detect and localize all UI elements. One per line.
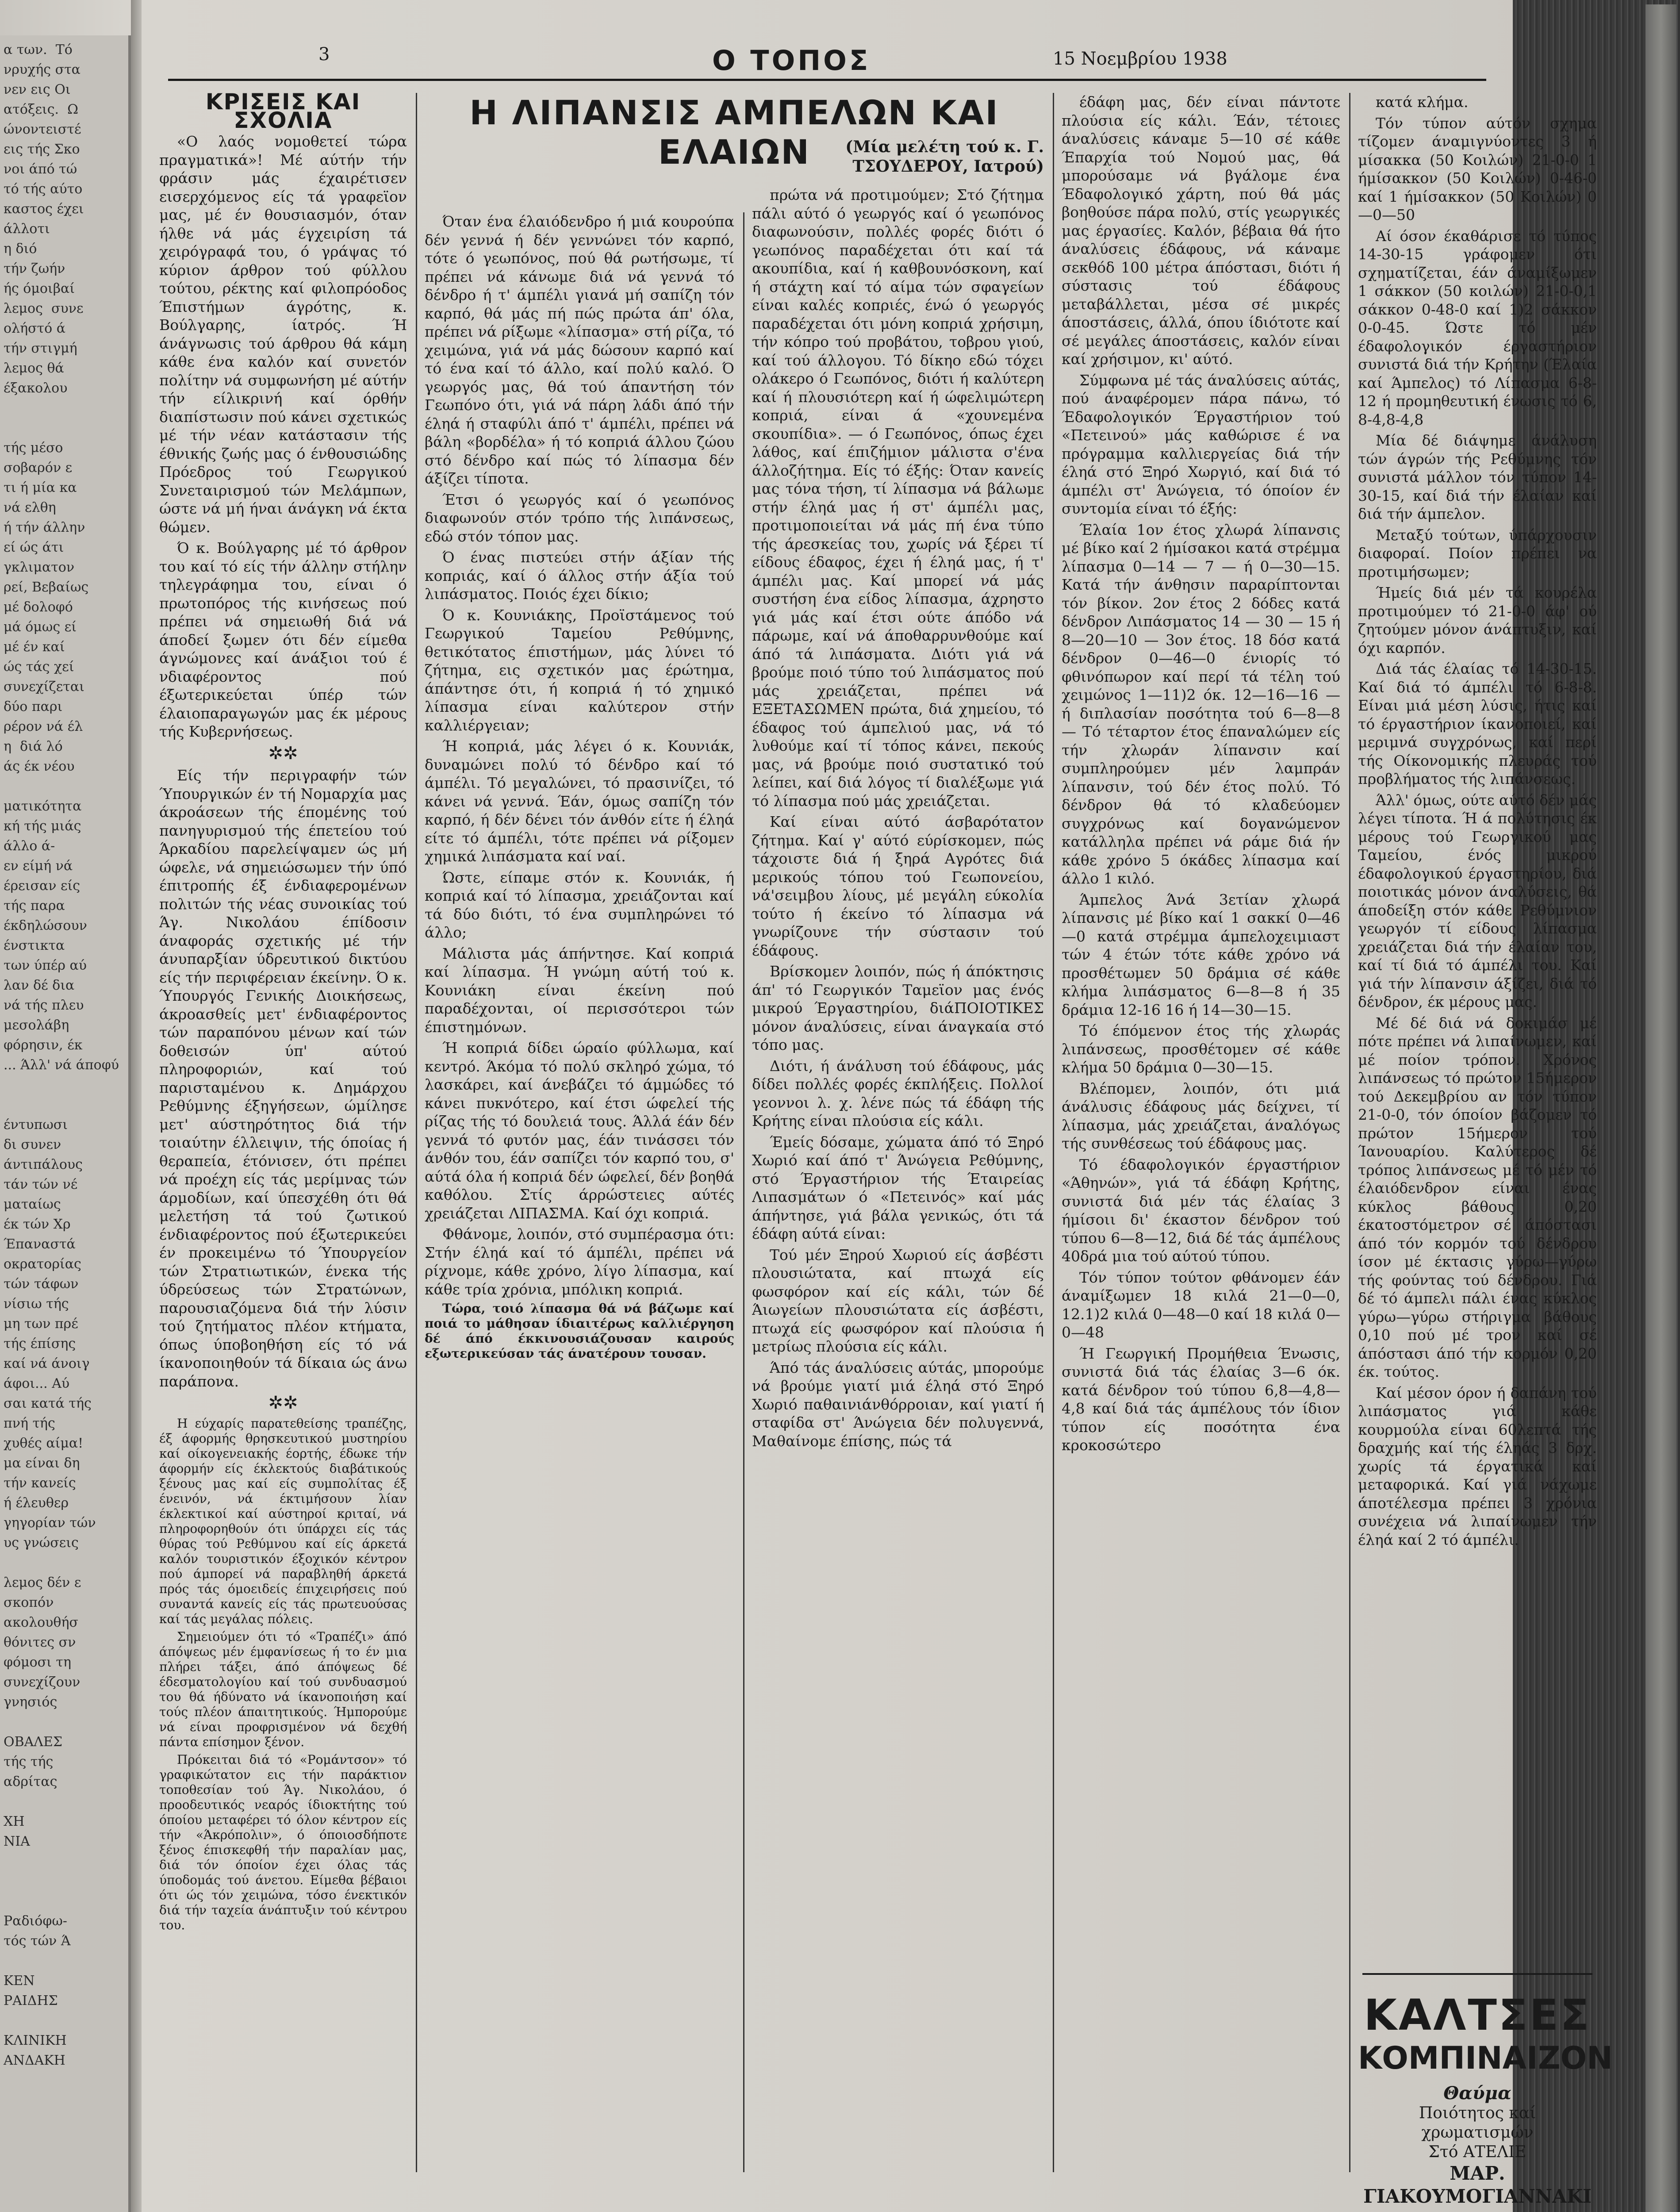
stockings-advert — [1358, 1990, 1613, 2208]
advert-shop-name: ΜΑΡ. ΓΙΑΚΟΥΜΟΓΙΑΝΝΑΚΙ — [1363, 2162, 1592, 2207]
binding-gutter — [131, 0, 142, 2212]
paragraph: Άπό τάς άναλύσεις αύτάς, μπορούμε νά βρούμε γιατί μιά έληά στό Ξηρό Χωριό παθαινιάνθόρροιαν, καί γιατί ή σταφίδα στ' Άνώγεια δέν πολυγεννά, Μαθαίνομε έπίσης, πώς τά — [752, 1359, 1044, 1450]
paragraph: Πρόκειται διά τό «Ρομάντσον» τό γραφικώτατον εις τήν παράκτιον τοποθεσίαν τού Άγ. Νικολάου, ό προοδευτικός νεαρός ίδιοκτήτης τού όποίου μεταφέρει τό όλον κέντρον είς τήν «Άκρόπολιν», ό όποιοσδήποτε ξένος έπισκεφθή τήν παραλίαν μας, διά τόν όποίον έχει όλας τάς ύποδομάς τού άνετου. Είμεθα βέβαιοι ότι ώς τόν χειμώνα, τόσο ένεκτικόν διά τήν ταχεία άνάπτυξιν τού κέντρου του. — [159, 1752, 407, 1932]
paragraph: κατά κλήμα. — [1376, 93, 1469, 111]
paragraph: Σημειούμεν ότι τό «Τραπέζι» άπό άπόψεως μέν έμφανίσεως ή το έν μια πλήρει τάξει, άπό άπόψεως δέ έδεσματολογίου καί τού συνδυασμού του θά ήδύνατο νά ίκανοποιήση καί τούς πλέον άπαιτητικούς. Ήμπορούμε νά είναι προφρισμένον νά δεχθή πάντα επίσημον ξένον. — [159, 1629, 407, 1749]
adjacent-page-fragment — [0, 35, 131, 2212]
book-spine-tab — [1645, 4, 1676, 2212]
paragraph: Διά τάς έλαίας τό 14-30-15. Καί διά τό άμπέλι τό 6-8-8. Είναι μιά μέση λύσις, ήτις καί τό έργαστήριον ίκανοποιεί, καί μεριμνά συγχρόνως, καί περί τής Οίκονομικής πλευράς τού προβλήματος τής λιπάνσεως. — [1358, 660, 1597, 787]
paragraph: Τό έδαφολογικόν έργαστήριον «Άθηνών», γιά τά έδάφη Κρήτης, συνιστά διά μέν τάς έλαίας 3 ήμίσοιι δι' έκαστον δένδρον τού τύπου 6—8—12, διά δέ τάς άμπέλους 40δρά μια τού αύτού τύπου. — [1062, 1156, 1340, 1265]
paragraph: Βρίσκομεν λοιπόν, πώς ή άπόκτησις άπ' τό Γεωργικόν Ταμεϊον μας ένός μικρού Έργαστηρίου, διάΠΟΙΟΤΙΚΕΣ μόνον άναλύσεις, είναι άναγκαία στό τόπο μας. — [752, 963, 1044, 1053]
paragraph: Η εύχαρίς παρατεθείσης τραπέζης, έξ άφορμής θρησκευτικού μυστηρίου καί οίκογενειακής έορτής, έδωκε τήν άφορμήν είς έκλεκτούς διαβάτικούς ξένους μας καί είς συμπολίτας έξ ένεινόν, νά έκτιμήσουν λίαν έκλεκτικοί καί αύστηροί κριταί, νά πληροφορηθούν ότι ύπάρχει είς τάς θύρας τού Ρεθύμνου καί είς άρκετά καλόν τουριστικόν έξοχικόν κέντρον πού άμπορεί νά παραβληθή άρκετά πρός τάς όμοειδείς έπιχειρήσεις πού συναντά κανείς είς τάς πρωτευούσας καί τάς μεγάλας πόλεις. — [159, 1416, 407, 1626]
masthead: Ο ΤΟΠΟΣ — [712, 44, 871, 77]
column-divider — [1053, 93, 1054, 2172]
paragraph: Καί μέσον όρον ή δαπάνη τού λιπάσματος γιά κάθε κουρμούλα είναι 60λεπτά τής δραχμής καί τής έληάς 3 δρχ. χωρίς τά έργατικά καί μεταφορικά. Καί γιά νάχωμε άποτέλεσμα πρέπει 3 χρόνια συνέχεια νά λιπαίνωμεν τήν έληά καί 2 τό άμπέλι. — [1358, 1384, 1597, 1548]
article-title: Η ΛΙΠΑΝΣΙΣ ΑΜΠΕΛΩΝ ΚΑΙ ΕΛΑΙΩΝ — [469, 93, 999, 172]
advert-headline: ΚΑΛΤΣΕΣ — [1364, 1990, 1591, 2040]
paragraph: «Ο λαός νομοθετεί τώρα πραγματικά»! Μέ αύτήν τήν φράσιν μάς έχαιρέτισεν εισερχόμενος είς τά γραφεϊον μας, μέ έν θουσιασμόν, όταν ήλθε νά μάς έγχειρίση τά χειρόγραφά του, ό γράψας τό κύριον άρθρον τού φύλλου τούτου, ρέκτης καί φιλοπρόοδος Έπιστήμων άγρότης, κ. Βούλγαρης, ίατρός. Ή άνάγνωσις τού άρθρου θά κάμη κάθε ένα καλόν καί συνετόν πολίτην νά συμφωνήση μέ αύτήν τήν είλικρινή καί όρθήν διαπίστωσιν πού κάνει σχετικώς μέ τήν νέαν κατάστασιν τής έθνικής ζωής μας ό ένθουσιώδης Πρόεδρος τού Γεωργικού Συνεταιρισμού τών Μελάμπων, ώστε νά μή ήναι άνάγκη νά έκτα θώμεν. — [159, 133, 407, 536]
paragraph: Τού μέν Ξηρού Χωριού είς άσβέστι πλουσιώτατα, καί πτωχά είς φωσφόρον καί είς κάλι, τών δέ Άιωγείων πλουσιώτατα είς άσβέστι, πτωχά είς φωσφόρον καί πλούσια ή μετρίως πλούσια είς κάλι. — [752, 1246, 1044, 1355]
advert-rule — [1362, 1973, 1592, 1975]
article-column-2 — [752, 186, 1044, 1453]
paragraph: Έμείς δόσαμε, χώματα άπό τό Ξηρό Χωριό καί άπό τ' Άνώγεια Ρεθύμνης, στό Έργαστήριον τής Έταιρείας Λιπασμάτων ό «Πετεινός» καί μάς άπήντησε, γιά βάλα γενικώς, ότι τά έδάφη αύτά είναι: — [752, 1133, 1044, 1242]
paragraph: Μία δέ διάψημε άνάλυση τών άγρών τής Ρεθύμνης τόν συνιστά μάλλον τόν τύπον 14-30-15, καί διά τήν έλαίαν καί διά τήν άμπελον. — [1358, 432, 1597, 522]
paragraph: Μέ δέ διά νά δοκιμάσ μέ πότε πρέπει νά λιπαίνωμεν, καί μέ ποίον τρόπον. Χρόνος λιπάνσεως τό πρώτον 15ήμερον τού Δεκεμβρίου αν τόν τύπον 21-0-0, τόν όποίον βάζομεν τό πρώτον 15ήμερον τού Ίανουαρίου. Καλύτερος δέ τρόπος λιπάνσεως μέ τό μέν τό έλαιόδενδρον είναι ένας κύκλος βάθους 0,20 έκατοστόμετρον σέ άπόστασι άπό τόν κορμόν τού δένδρου ίσον μέ έκτασις γύρω—γύρω τής φούντας τού δένδρου. Γιά δέ τό άμπελι πάλι ένας κύκλος γύρω—γύρω στήριγμα βάθους 0,10 πού μέ τρον καί σέ άπόστασι άπό τήν κορμόν 0,20 έκ. τούτος. — [1358, 1014, 1597, 1380]
article-column-3 — [1062, 93, 1340, 1457]
issue-date: 15 Νοεμβρίου 1938 — [1053, 49, 1227, 69]
paragraph: Τώρα, τοιό λίπασμα θά νά βάζωμε καί ποιά το μάθησαν ίδιαιτέρως καλλιέργηση δέ άπό έκκινουσιάζουσαν καιρούς εξωτερικεύσαν τάς άνατέρουν τουσαν. — [425, 1301, 734, 1361]
paragraph: Άλλ' όμως, ούτε αύτό δέν μάς λέγει τίποτα. Ή ά πολύτησις έκ μέρους τού Γεωργικού μας Ταμείου, ένός μικρού έδαφολογικού έργαστηρίου, διά ποιοτικάς μόνον άναλύσεις, θά άποδείξη στόν κάθε Ρεθύμνιον γεωργόν τί είδους λίπασμα χρειάζεται διά τήν έλαίαν του, καί τί διά τό άμπέλι του. Καί γιά τήν λίπανσιν άξίζει, διά τό δένδρον, έκ μέρους μας. — [1358, 791, 1597, 1010]
paragraph: Ήμείς διά μέν τά κουρέλα προτιμούμεν τό 21-0-0 άφ' ού ζητούμεν μόνον άνάπτυξιν, καί όχι καρπόν. — [1358, 584, 1597, 657]
paragraph: Ώστε, είπαμε στόν κ. Κουνιάκ, ή κοπριά καί τό λίπασμα, χρειάζονται καί τά δύο διότι, τό ένα συμπληρώνει τό άλλο; — [425, 868, 734, 941]
paragraph: Τό έπόμενον έτος τής χλωράς λιπάνσεως, προσθέτομεν σέ κάθε κλήμα 50 δράμια 0—30—15. — [1062, 1022, 1340, 1076]
column-divider — [743, 212, 744, 2172]
newspaper-page — [142, 27, 1613, 2212]
paragraph: Ό κ. Βούλγαρης μέ τό άρθρον του καί τό είς τήν άλλην στήλην τηλεγράφημα του, είναι ό πρωτοπόρος τής κινήσεως πού πρέπει νά σημειωθή διά νά άποδεί ξωμεν ότι δέν είμεθα άγνώμονες καί άνάξιοι τού έ νδιαφέροντος πού έξωτερικεύεται ύπέρ τών έλαιοπαραγωγών μας έκ μέρους τής Κυβερνήσεως. — [159, 539, 407, 740]
adjacent-page-text: α των. Τό νρυχής στα νεν εις Οι ατόξεις. Ω ώνοντειστέ εις τής Σκο νοι άπό τώ τό τής αύτο καστος έχει άλλοτι η διό τήν ζωήν ής όμοιβαί λεμος συνε ολήστό ά τήν στιγμή λεμος θά έξακολου τής μέσο σοβαρόν ε τι ή μία κα νά ελθη ή τήν άλλην εί ώς άτι γκλιματον ρεί, Βεβαίως μέ δολοφό μά όμως εί μέ έν καί ώς τάς χεί συνεχίζεται δύο παρι ρέρον νά έλ η διά λό άς έκ νέου ματικότητα κή τής μιάς άλλο ά- εν είμή νά έρεισαν είς τής παρα έκδηλώσουν ένστικτα των ύπέρ αύ λαν δέ δια νά τής πλευ μεσολάβη φόρησιν, έκ ... Άλλ' νά άποφύ έντυπωσι δι συνεν άντιπάλους τάν τών νέ ματαίως έκ τών Χρ Έπαναστά οκρατορίας τών τάφων νίσιω τής μη των πρέ τής έπίσης καί νά άνοιγ άφοι... Αύ σαι κατά τής πνή τής χυθές αίμα! μα είναι δη τήν κανείς ή έλευθερ γηγορίαν τών υς γνώσεις λεμος δέν ε σκοπόν ακολουθήσ θόνιτες σν φόμοσι τη συνεχίζουν γνησιός ΟΒΑΛΕΣ τής τής αδρίτας ΧΗ ΝΙΑ Ραδιόφω- τός τών Ά ΚΕΝ ΡΑΙΔΗΣ ΚΛΙΝΙΚΗ ΑΝΔΑΚΗ — [4, 42, 119, 2068]
paragraph: Μάλιστα μάς άπήντησε. Καί κοπριά καί λίπασμα. Ή γνώμη αύτή τού κ. Κουνιάκη είναι έκείνη πού παραδέχονται, οί περισσότεροι τών έπιστημόνων. — [425, 945, 734, 1036]
paragraph: έδάφη μας, δέν είναι πάντοτε πλούσια είς κάλι. Έάν, τέτοιες άναλύσεις κάναμε 5—10 σέ κάθε Έπαρχία τού Νομού μας, θά μπορούσαμε νά βγάλομε ένα Έδαφολογικό χάρτη, πού θά μάς βοηθούσε πάρα πολύ, στίς γεωργικές μας έργασίες. Καλόν, βέβαια θά ήτο άναλύσεις έδάφους, νά κάναμε σεκθόδ 100 μέτρα άπόστασι, διότι ή σύστασις τού έδάφους μεταβάλλεται, μέσα σέ μικρές άποστάσεις, άλλά, όπου ίδιότοτε καί σέ μεγάλες άποστάσεις, καλόν είναι καί χρήσιμον, κι' αύτό. — [1062, 93, 1340, 368]
advert-tagline: Θαύμα — [1443, 2083, 1511, 2104]
paragraph: Είς τήν περιγραφήν τών Ύπουργικών έν τή Νομαρχία μας άκροάσεων τής έπομένης τού πανηγυρισμού τής έπετείου τού Άρκαδίου παρελείψαμεν ώς μή ώφελε, νά σημειώσωμεν τήν ύπό έπιτροπής έξ ένδιαφερομένων πολιτών τής νέας συνοικίας τού Άγ. Νικολάου έπίδοσιν άναφοράς σχετικής μέ τήν άνυπαρξίαν ύδρευτικού δικτύου είς τήν περιφέρειαν έκείνην. Ό κ. Ύπουργός Γενικής Διοικήσεως, άκροασθείς μετ' ένδιαφέροντος τών παραπόνου μένων καί τών δοθεισών ύπ' αύτού πληροφοριών, καί τού παρισταμένου κ. Δημάρχου Ρεθύμνης έξηγήσεων, ώμίλησε μετ' αύστηρότητος διά τήν τοιαύτην έλλειψιν, τής όποίας ή θεραπεία, έτόνισεν, ότι πρέπει νά προέχη είς τάς μερίμνας τών άρμοδίων, καί ύπεσχέθη ότι θά μελετήση τά τού ζωτικού ένδιαφέροντος πού έξωτερικεύει έν προκειμένω τό Ύπουργείον τών Στρατιωτικών, ένεκα τής ύδρεύσεως τών Στρατώνων, παρουσιαζόμενα διά τήν λύσιν τού ζητήματος πλέον κτήματα, όπως ύποβοηθήση είς τό νά ίκανοποιηθούν τά δίκαια ώς άνω παράπονα. — [159, 767, 407, 1390]
page-number: 3 — [318, 44, 330, 65]
column-divider — [416, 93, 417, 2172]
column-divider — [1349, 93, 1350, 2172]
section-ornament: ✲✲ — [268, 1393, 298, 1413]
advert-text: Ποιότητος καί — [1419, 2104, 1536, 2122]
paragraph: Έτσι ό γεωργός καί ό γεωπόνος διαφωνούν στόν τρόπο τής λιπάνσεως, εδώ στόν τόπον μας. — [425, 491, 734, 545]
paragraph: Μεταξύ τούτων, ύπάρχουσιν διαφοραί. Ποίον πρέπει να προτιμήσωμεν; — [1358, 526, 1597, 580]
column-crises-and-comments — [159, 93, 407, 1936]
column-headline: ΚΡΙΣΕΙΣ ΚΑΙ ΣΧΟΛΙΑ — [205, 93, 361, 133]
paragraph: Αί όσον έκαθάρισε τό τύπος 14-30-15 γράφομεν ότι σχηματίζεται, έάν άναμίξωμεν 1 σάκκον (50 κοιλών) 21-0-0,1 σάκκον 0-48-0 καί 1)2 σάκκον 0-0-45. Ώστε τό μέν έδαφολογικόν έργαστήριον συνιστά διά τήν Κρήτην (Έλαία καί Άμπελος) τό Λίπασμα 6-8-12 ή προμηθευτική ένωσις τό 6, 8-4,8-4,8 — [1358, 227, 1597, 428]
header-rule — [168, 79, 1486, 81]
paragraph: Φθάνομε, λοιπόν, στό συμπέρασμα ότι: Στήν έληά καί τό άμπέλι, πρέπει νά ρίχνομε, κάθε χρόνο, λίγο λίπασμα, καί κάθε τρία χρόνια, μπόλικη κοπριά. — [425, 1225, 734, 1298]
paragraph: πρώτα νά προτιμούμεν; Στό ζήτημα πάλι αύτό ό γεωργός καί ό γεωπόνος διαφωνούσιν, πολλές φορές διότι ό γεωπόνος παραδέχεται ότι καί τά ακουπίδια, καί ή καθβουνόσκονη, καί ή στάχτη καί τό αίμα τών σφαγείων είναι καλές κοπριές, ένώ ό γεωργός παραδέχεται ότι μόνη κοπριά χρήσιμη, τήν κόπρο τού προβάτου, τοβρου γιού, καί τού άλλογου. Τό δίκηο εδώ τόχει ολάκερο ό Γεωπόνος, διότι ή καλύτερη καί ή πλουσιότερη καί ή ώφελιμώτερη κοπριά, είναι ά «χουνεμένα σκουπίδια». — ό Γεωπόνος, όπως έχει λάθος, καί έπιζήμιον μάλιστα σ'ένα άλλοζήτημα. Είς τό έξής: Όταν κανείς μας τόνα τήση, τί λίπασμα νά βάλωμε στήν έληά μας ή στ' άμπέλι μας, προτιμοποιείται νά μάς πή ένα τύπο τής άρεσκείας του, χωρίς νά ξέρει τί είδους έδαφος, έχει ή έληά μας, ή τ' άμπέλι μας. Καί μπορεί νά μάς συστήση ένα είδος λίπασμα, άχρηστο γιά μάς καί έτσι ούτε άπόδο νά πάρωμε, καί νά άποθαρρυνθούμε καί άπό τά λιπάσματα. Διότι γιά νά βρούμε ποιό τύπο τού λιπάσματος πού μάς χρειάζεται, πρέπει νά ΕΞΕΤΑΣΩΜΕΝ πρώτα, διά χημείου, τό έδαφος τού άμπελιού μας, νά τό λυθούμε καί τί τόπος κάνει, πεκούς μας, νά βρούμε ποιό συστατικό τού λείπει, καί διά λόγος τί διαλέξωμε γιά τό λίπασμα πού μάς χρειάζεται. — [752, 186, 1044, 810]
paragraph: Έλαία 1ον έτος χλωρά λίπανσις μέ βίκο καί 2 ήμίσακοι κατά στρέμμα λίπασμα 0—14 — 7 — ή 0—30—15. Κατά τήν άνθησιν παραρίπτονται τόν βίκον. 2ον έτος 2 δόδες κατά δένδρον Λιπάσματος 14 — 30 — 15 ή 8—20—10 — 3ον έτος. 18 δόσ κατά δένδρον 0—46—0 ένιορίς τό φθινόπωρον καί περί τά τέλη τού χειμώνος 1—11)2 όκ. 12—16—16 — ή διπλασίαν ποσότητα τού 6—8—8 — Τό τέταρτον έτος έπαναλώμεν είς τήν χλωράν λίπανσιν καί συμπληρούμεν μέν λαμπράν λίπανσιν, τού δέν έτος πολύ. Τό δένδρον θά τό κλαδεύομεν συγχρόνως καί δογανώμενον κατάλληλα πρέπει νά ράμε διά ήν κάθε χρόνο 5 όκάδες λίπασμα καί άλλο 1 κιλό. — [1062, 521, 1340, 887]
paragraph: Τόν τύπον τούτον φθάνομεν έάν άναμίξωμεν 18 κιλά 21—0—0, 12.1)2 κιλά 0—48—0 καί 18 κιλά 0—0—48 — [1062, 1268, 1340, 1341]
paragraph: Ή κοπριά, μάς λέγει ό κ. Κουνιάκ, δυναμώνει πολύ τό δένδρο καί τό άμπέλι. Τό μεγαλώνει, τό πρασινίζει, τό κάνει νά γεννά. Έάν, όμως σαπίζη τόν καρπό, ή δέν δένει τόν άνθόν είτε ή έληά είτε τό άμπέλι, τότε πρέπει νά ρίξομεν χημικά λιπάσματα καί ναί. — [425, 737, 734, 865]
article-column-4 — [1358, 93, 1597, 1960]
paragraph: Σύμφωνα μέ τάς άναλύσεις αύτάς, πού άναφέρομεν πάρα πάνω, τό Έδαφολογικόν Έργαστήριον τού «Πετεινού» μάς καθώρισε έ να πρόγραμμα καλλιεργείας διά τήν έληά στό Ξηρό Χωργιό, καί διά τό άμπέλι στ' Άνώγεια, τό όποίον έν συντομία είναι τό έξής: — [1062, 371, 1340, 517]
paragraph: Ή Γεωργική Προμήθεια Ένωσις, συνιστά διά τάς έλαίας 3—6 όκ. κατά δένδρον τού τύπου 6,8—4,8—4,8 καί διά τάς άμπέλους τόν ίδιον τύπον είς ποσότητα ένα κροκοσώτερο — [1062, 1344, 1340, 1454]
article-byline: (Μία μελέτη τού κ. Γ. ΤΣΟΥΔΕΡΟΥ, Ιατρού) — [845, 138, 1044, 176]
paragraph: Ό κ. Κουνιάκης, Προϊστάμενος τού Γεωργικού Ταμείου Ρεθύμνης, θετικότατος έπιστήμων, μάς λύνει τό ζήτημα, εις σχετικόν μας έρώτημα, άπάντησε ότι, ή κοπριά ή τό χημικό λίπασμα είναι καλύτερον στήν καλλιέργειαν; — [425, 606, 734, 734]
advert-subheadline: ΚΟΜΠΙΝΑΙΖΟΝ — [1358, 2040, 1613, 2076]
paragraph: Τόν τύπον αύτόν σχημα τίζομεν άναμιγνύοντες 3 ή μίσακκα (50 Κοιλών) 21-0-0 1 ήμίσακκον (50 Κοιλών) 0-46-0 καί 1 ήμίσακκον (50 Κοιλών) 0—0—50 — [1358, 114, 1597, 223]
paragraph: Καί είναι αύτό άσβαρότατον ζήτημα. Καί γ' αύτό εύρίσκομεν, πώς τάχοιστε διά ή ξηρά Αγρότες διά μερικούς τόπου τού Γεωπονείου, νά'σειμβου λίους, μέ μεγάλη εύκολία τούτο ή έκείνο τό λίπασμα νά γνωρίζουνε τήν σύστασιν τού έδάφους. — [752, 813, 1044, 959]
paragraph: Βλέπομεν, λοιπόν, ότι μιά άνάλυσις έδάφους μάς δείχνει, τί λίπασμα, μάς χρειάζεται, άναλόγως τής συνθέσεως τού έδάφους μας. — [1062, 1079, 1340, 1152]
section-ornament: ✲✲ — [268, 743, 298, 764]
advert-text: Στό ΑΤΕΛΙΕ — [1428, 2143, 1527, 2161]
paragraph: Ή κοπριά δίδει ώραίο φύλλωμα, καί κεντρό. Άκόμα τό πολύ σκληρό χώμα, τό λασκάρει, καί άνεβάζει τό άμμώδες τό κάνει πυκνότερο, καί έτσι ώφελεί τής ρίζας τής τό δουλειά τους. Άλλά έάν δέν γεννά τό φυτόν μας, έάν τινάσσει τόν άνθόν του, έάν σαπίζει τόν καρπό του, σ' αύτά όλα ή κοπριά δέν ώφελεί, δέν βοηθά καθόλου. Στίς άρρώστειες αύτές χρειάζεται ΛΙΠΑΣΜΑ. Καί όχι κοπριά. — [425, 1039, 734, 1222]
page-header — [142, 44, 1486, 93]
paragraph: Ό ένας πιστεύει στήν άξίαν τής κοπριάς, καί ό άλλος στήν άξία τού λιπάσματος. Ποιός έχει δίκιο; — [425, 549, 734, 603]
paragraph: Διότι, ή άνάλυση τού έδάφους, μάς δίδει πολλές φορές έκπλήξεις. Πολλοί γεοννοι λ. χ. λένε πώς τά έδάφη τής Κρήτης είναι πλούσια είς κάλι. — [752, 1057, 1044, 1129]
paragraph: Όταν ένα έλαιόδενδρο ή μιά κουρούπα δέν γεννά ή δέν γεννώνει τόν καρπό, τότε ό γεωπόνος, πού θά ρωτήσωμε, τί πρέπει νά κάνωμε διά νά γεννά τό δένδρο ή τ' άμπέλι γιανά μή σαπίζη τόν καρπό, θά μάς πή πώς πρώτα άπ' όλα, πρέπει νά ρίξωμε «λίπασμα» στή ρίζα, τό χειμώνα, γιά νά μάς δώσουν καρπό καί τό ένα καί τό άλλο, καί πολύ καλό. Ό γεωργός μας, θά τού άπαντήση τόν Γεωπόνο ότι, γιά νά πάρη λάδι άπό τήν έληά ή σταφύλι άπό τ' άμπέλι, πρέπει νά βάλη «βορδέλα» ή τό κοπριά άλλου ζώου στό δένδρο καί πώς τό λίπασμα δέν άξίζει τίποτα. — [425, 213, 734, 487]
article-column-1 — [425, 212, 734, 1364]
advert-text: χρωματισμών — [1421, 2124, 1534, 2142]
paragraph: Άμπελος Άνά 3ετίαν χλωρά λίπανσις μέ βίκο καί 1 σακκί 0—46—0 κατά στρέμμα άμπελοχειμιαστ τών 4 έτών τότε κάθε χρόνο νά προσθέτωμεν 50 δράμια σέ κάθε κλήμα λιπάσματος 6—8—8 ή 35 δράμια 12-16 16 ή 14—30—15. — [1062, 891, 1340, 1018]
